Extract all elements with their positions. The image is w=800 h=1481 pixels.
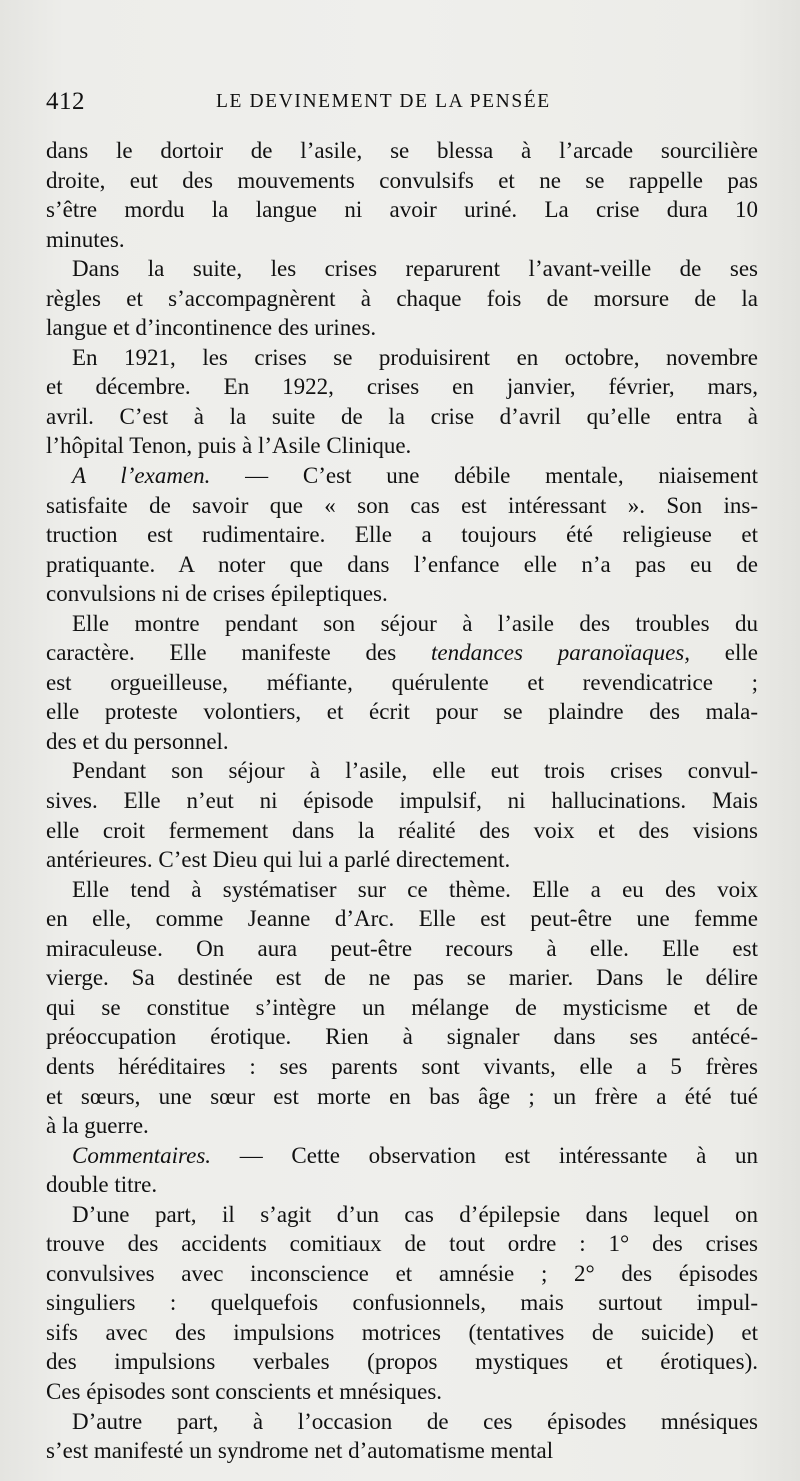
text-line: [46, 993, 758, 1023]
text-line: [46, 402, 758, 432]
text-line: [46, 195, 758, 225]
text-line: [46, 1288, 758, 1318]
text-line: [46, 579, 758, 609]
page-number: 412: [46, 88, 85, 115]
italic-text: A l’examen.: [72, 463, 211, 489]
text-line: [46, 1259, 758, 1289]
text-line: [46, 845, 758, 875]
text-line: [46, 136, 758, 166]
line-text: minutes.: [46, 226, 125, 252]
line-text: avril. C’est à la suite de la crise d’avril qu’elle entra à: [46, 403, 758, 429]
line-text: antérieures. C’est Dieu qui lui a parlé directement.: [46, 847, 511, 873]
text-line: [46, 166, 758, 196]
text-line: [46, 491, 758, 521]
line-text: règles et s’accompagnèrent à chaque fois de morsure de la: [46, 285, 758, 311]
line-text: pratiquante. A noter que dans l’enfance elle n’a pas eu de: [46, 551, 758, 577]
line-text: Elle tend à systématiser sur ce thème. Elle a eu des voix: [72, 876, 758, 902]
line-text: truction est rudimentaire. Elle a toujours été religieuse et: [46, 522, 758, 548]
text-line: [46, 816, 758, 846]
text-line: [46, 313, 758, 343]
line-text: à la guerre.: [46, 1113, 149, 1139]
line-text: elle proteste volontiers, et écrit pour se plaindre des mala-: [46, 699, 758, 725]
line-text: en elle, comme Jeanne d’Arc. Elle est peut-être une femme: [46, 906, 758, 932]
line-text: dents héréditaires : ses parents sont vivants, elle a 5 frères: [46, 1053, 758, 1079]
italic-text: Commentaires.: [72, 1142, 212, 1168]
line-text: l’hôpital Tenon, puis à l’Asile Clinique.: [46, 433, 412, 459]
line-text: elle: [690, 640, 759, 666]
italic-text: tendances paranoïaques,: [431, 640, 691, 666]
text-line: [46, 875, 758, 905]
text-line: [46, 1347, 758, 1377]
text-line: [46, 904, 758, 934]
line-text: qui se constitue s’intègre un mélange de mysticisme et de: [46, 994, 758, 1020]
text-line: [46, 1436, 758, 1466]
text-line: [46, 697, 758, 727]
text-line: [46, 372, 758, 402]
line-text: et décembre. En 1922, crises en janvier, février, mars,: [46, 374, 758, 400]
line-text: singuliers : quelquefois confusionnels, mais surtout impul-: [46, 1290, 758, 1316]
text-line: [46, 254, 758, 284]
text-line: [46, 1141, 758, 1171]
text-line: [46, 1170, 758, 1200]
line-text: convulsives avec inconscience et amnésie ; 2° des épisodes: [46, 1260, 758, 1286]
text-line: [46, 520, 758, 550]
line-text: Pendant son séjour à l’asile, elle eut trois crises convul-: [72, 758, 758, 784]
line-text: s’être mordu la langue ni avoir uriné. La crise dura 10: [46, 197, 758, 223]
line-text: Dans la suite, les crises reparurent l’avant-veille de ses: [72, 256, 758, 282]
line-text: miraculeuse. On aura peut-être recours à elle. Elle est: [46, 935, 758, 961]
text-line: [46, 1407, 758, 1437]
line-text: Ces épisodes sont conscients et mnésiques.: [46, 1378, 443, 1404]
line-text: D’une part, il s’agit d’un cas d’épilepsie dans lequel on: [72, 1201, 758, 1227]
text-line: [46, 963, 758, 993]
line-text: double titre.: [46, 1172, 158, 1198]
text-line: [46, 668, 758, 698]
text-line: [46, 1318, 758, 1348]
line-text: — Cette observation est intéressante à un: [211, 1142, 758, 1168]
body-text: [46, 136, 758, 1466]
line-text: est orgueilleuse, méfiante, quérulente et revendicatrice ;: [46, 669, 758, 695]
line-text: des et du personnel.: [46, 728, 229, 754]
text-line: [46, 1082, 758, 1112]
line-text: — C’est une débile mentale, niaisement: [210, 463, 759, 489]
line-text: sives. Elle n’eut ni épisode impulsif, ni hallucinations. Mais: [46, 788, 758, 814]
line-text: elle croit fermement dans la réalité des voix et des visions: [46, 817, 758, 843]
text-line: [46, 1377, 758, 1407]
line-text: et sœurs, une sœur est morte en bas âge ; un frère a été tué: [46, 1083, 758, 1109]
line-text: vierge. Sa destinée est de ne pas se marier. Dans le délire: [46, 965, 758, 991]
text-line: [46, 284, 758, 314]
text-line: [46, 1052, 758, 1082]
text-line: [46, 1022, 758, 1052]
text-line: [46, 1200, 758, 1230]
line-text: sifs avec des impulsions motrices (tentatives de suicide) et: [46, 1319, 758, 1345]
line-text: dans le dortoir de l’asile, se blessa à l’arcade sourcilière: [46, 138, 758, 163]
line-text: s’est manifesté un syndrome net d’automatisme mental: [46, 1438, 554, 1464]
text-line: [46, 609, 758, 639]
text-line: [46, 343, 758, 373]
text-line: [46, 550, 758, 580]
text-line: [46, 756, 758, 786]
running-head: LE DEVINEMENT DE LA PENSÉE: [216, 91, 551, 112]
line-text: caractère. Elle manifeste des: [46, 640, 431, 666]
text-line: [46, 934, 758, 964]
page-header: [46, 88, 756, 124]
line-text: Elle montre pendant son séjour à l’asile des troubles du: [72, 610, 758, 636]
text-line: [46, 431, 758, 461]
line-text: des impulsions verbales (propos mystiques et érotiques).: [46, 1349, 758, 1375]
line-text: convulsions ni de crises épileptiques.: [46, 581, 388, 607]
line-text: préoccupation érotique. Rien à signaler dans ses antécé-: [46, 1024, 758, 1050]
line-text: satisfaite de savoir que « son cas est intéressant ». Son ins-: [46, 492, 758, 518]
text-line: [46, 638, 758, 668]
text-line: [46, 1111, 758, 1141]
line-text: D’autre part, à l’occasion de ces épisodes mnésiques: [72, 1408, 758, 1434]
text-line: [46, 225, 758, 255]
line-text: trouve des accidents comitiaux de tout ordre : 1° des crises: [46, 1231, 758, 1257]
text-line: [46, 461, 758, 491]
text-line: [46, 1229, 758, 1259]
line-text: langue et d’incontinence des urines.: [46, 315, 377, 341]
line-text: droite, eut des mouvements convulsifs et ne se rappelle pas: [46, 167, 758, 193]
text-line: [46, 727, 758, 757]
text-line: [46, 786, 758, 816]
line-text: En 1921, les crises se produisirent en octobre, novembre: [72, 344, 758, 370]
